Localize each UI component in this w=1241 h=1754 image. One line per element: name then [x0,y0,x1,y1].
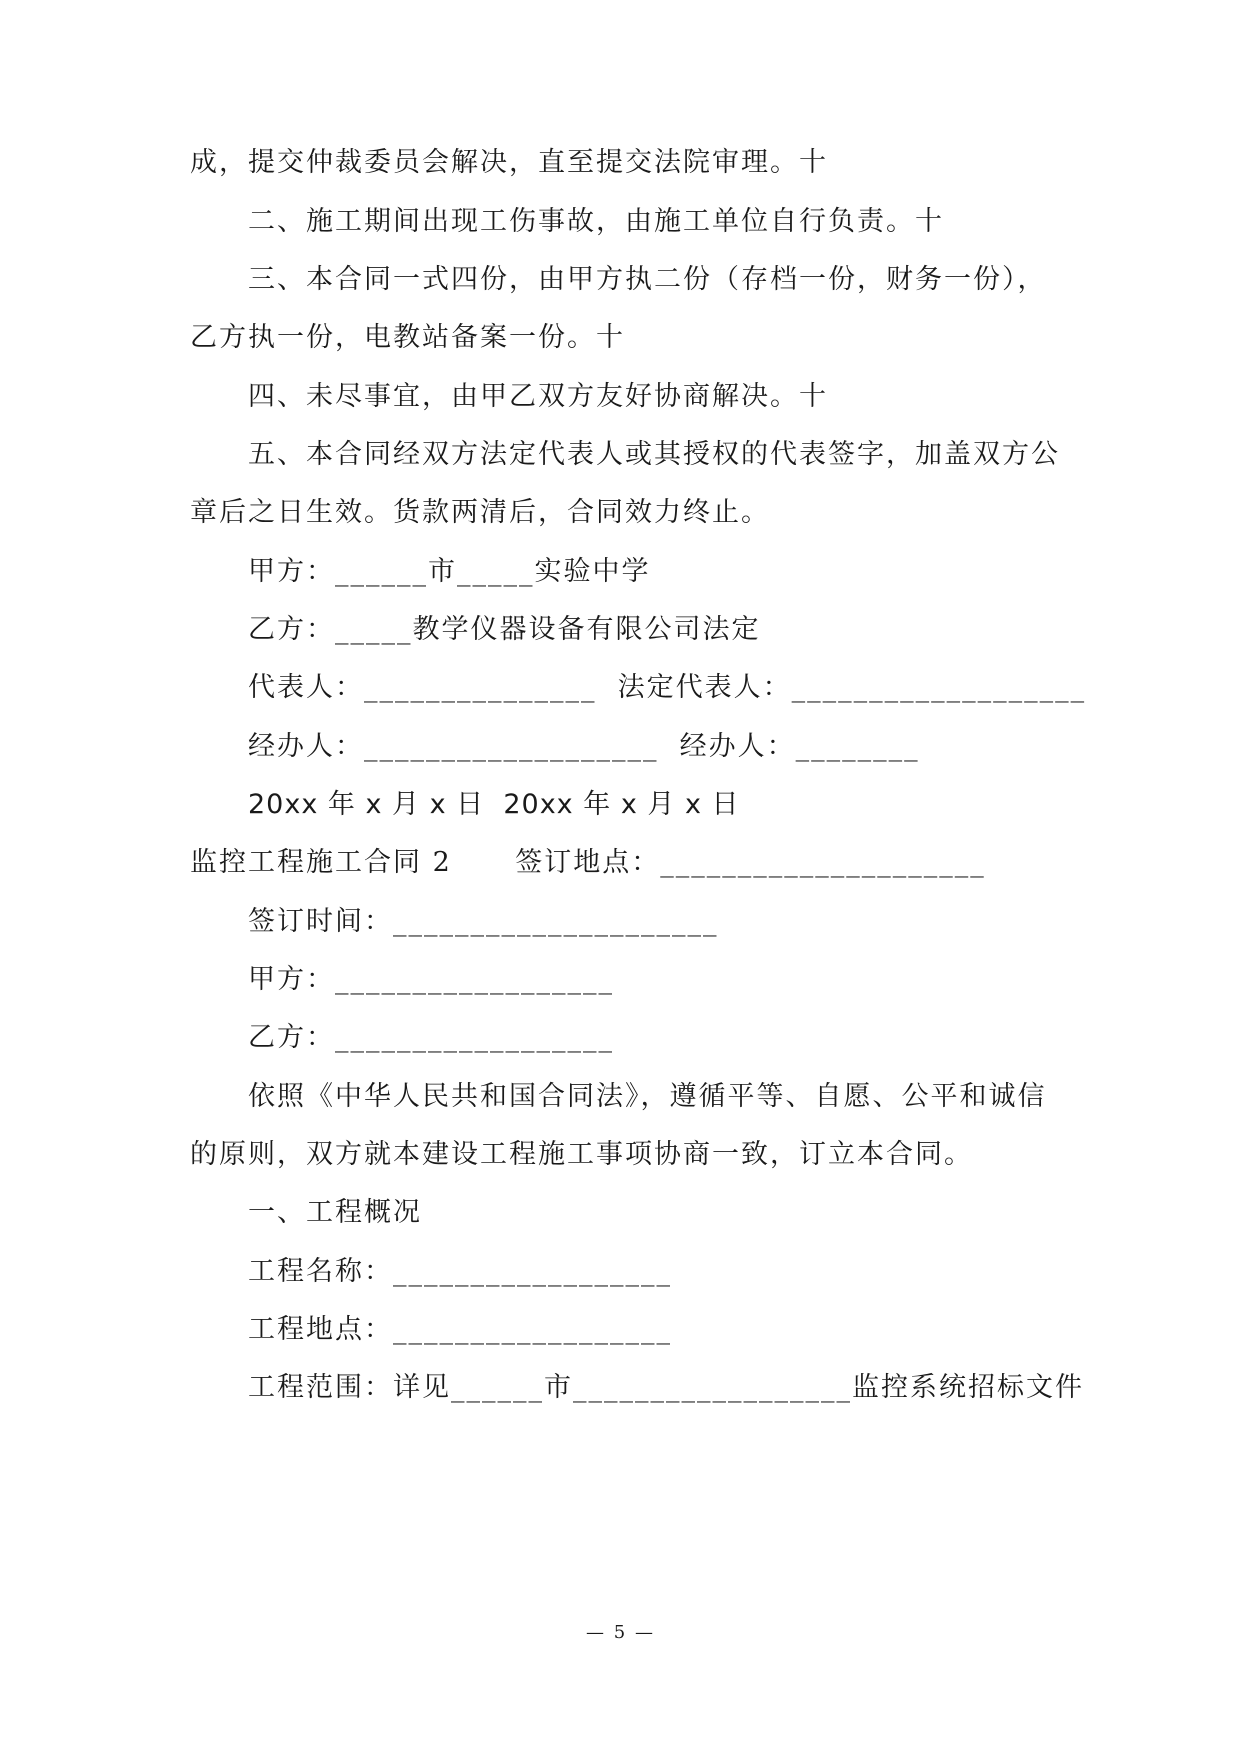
representative-line: 代表人：_______________ 法定代表人：___________________ [248,672,1087,703]
paragraph-line: 三、本合同一式四份，由甲方执二份（存档一份，财务一份）， [248,264,1047,295]
paragraph-line: 成，提交仲裁委员会解决，直至提交法院审理。十 [190,147,828,178]
paragraph-line: 章后之日生效。货款两清后，合同效力终止。 [190,497,770,528]
paragraph-line: 二、施工期间出现工伤事故，由施工单位自行负责。十 [248,206,944,237]
party-a-line: 甲方：______市_____实验中学 [248,556,651,587]
party-b-line: 乙方：_____教学仪器设备有限公司法定 [248,614,761,645]
signing-time-line: 签订时间：_____________________ [248,906,719,937]
project-location-line: 工程地点：__________________ [248,1314,672,1345]
paragraph-line: 五、本合同经双方法定代表人或其授权的代表签字，加盖双方公 [248,439,1060,470]
contract-title-line: 监控工程施工合同 2 签订地点：_____________________ [190,847,986,878]
paragraph-line: 的原则，双方就本建设工程施工事项协商一致，订立本合同。 [190,1139,973,1170]
page-number: — 5 — [586,1622,655,1643]
party-a-blank-line: 甲方：__________________ [248,964,614,995]
party-b-blank-line: 乙方：__________________ [248,1022,614,1053]
project-scope-line: 工程范围：详见______市__________________监控系统招标文件 [248,1372,1084,1403]
date-line: 20xx 年 x 月 x 日 20xx 年 x 月 x 日 [248,789,740,820]
paragraph-line: 乙方执一份，电教站备案一份。十 [190,322,625,353]
paragraph-line: 四、未尽事宜，由甲乙双方友好协商解决。十 [248,381,828,412]
section-heading: 一、工程概况 [248,1197,422,1228]
project-name-line: 工程名称：__________________ [248,1256,672,1287]
paragraph-line: 依照《中华人民共和国合同法》，遵循平等、自愿、公平和诚信 [248,1081,1047,1112]
handler-line: 经办人：___________________ 经办人：________ [248,731,920,762]
